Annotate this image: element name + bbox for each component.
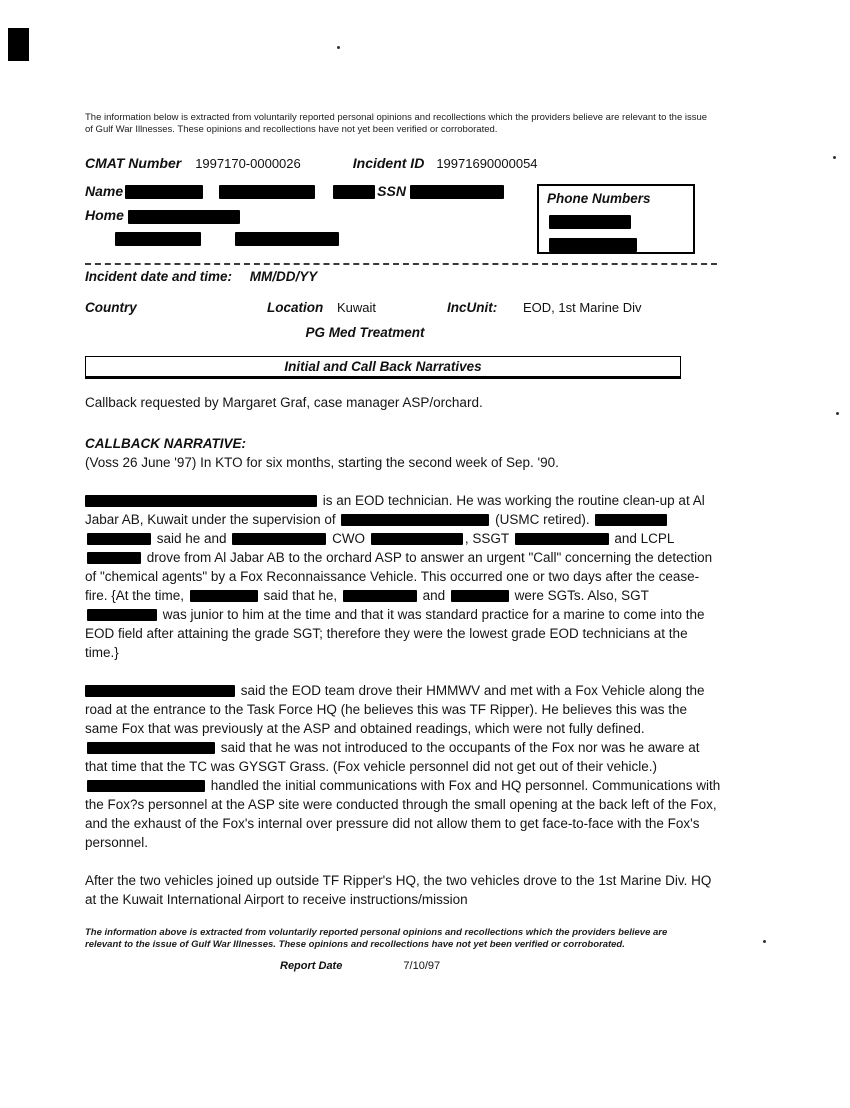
redaction-bar [190, 590, 258, 602]
narrative-text: (USMC retired). [491, 511, 594, 527]
name-label: Name [85, 183, 124, 199]
redaction-bar [87, 533, 151, 545]
incident-datetime-value: MM/DD/YY [249, 268, 318, 284]
incident-datetime-label: Incident date and time: [85, 268, 233, 284]
document-content [85, 112, 725, 972]
report-date-value: 7/10/97 [403, 959, 441, 972]
narratives-box-title: Initial and Call Back Narratives [85, 356, 681, 379]
narrative-text: said he and [153, 530, 231, 546]
narrative-text: , SSGT [464, 530, 513, 546]
narrative-text: drove from Al Jabar AB to the orchard ASP to answer an urgent "Call" concerning the detection of "chemical agents" by a Fox Reconnaissance Vehicle. This occurred one or two days after the cease-fire. {At the time, [85, 549, 713, 603]
redaction-bar [115, 232, 201, 246]
bottom-disclaimer: The information above is extracted from voluntarily reported personal opinions and recollections which the providers believe are relevant to the issue of Gulf War Illnesses. These opinions and recollections have not yet been verified or corroborated. [85, 926, 668, 950]
redaction-bar [232, 533, 326, 545]
redaction-bar [128, 210, 240, 224]
report-date-label: Report Date [280, 959, 343, 972]
dashed-divider [85, 263, 717, 265]
narrative-text: was junior to him at the time and that it was standard practice for a marine to come into the EOD field after attaining the grade SGT; therefore they were the lowest grade EOD technicians at the time.} [85, 606, 705, 660]
phone-numbers-label: Phone Numbers [547, 191, 651, 206]
redaction-bar [87, 609, 157, 621]
redaction-bar [87, 780, 205, 792]
redaction-bar [235, 232, 339, 246]
redaction-bar [219, 185, 315, 199]
redaction-bar [85, 495, 317, 507]
report-date-row [85, 960, 725, 972]
home-label: Home [85, 207, 124, 224]
scan-speck [836, 412, 839, 415]
scan-speck [763, 940, 766, 943]
narrative-text: is an EOD technician. He was working the routine clean-up at Al Jabar AB, Kuwait under the supervision of [85, 492, 705, 527]
narrative-text: and LCPL [610, 530, 674, 546]
incident-datetime-row [85, 269, 725, 284]
id-fields-row [85, 155, 725, 171]
phone-numbers-box [537, 184, 695, 254]
narrative-text: and [418, 587, 449, 603]
redaction-bar [371, 533, 463, 545]
location-value: Kuwait [337, 299, 377, 315]
incident-id-label: Incident ID [352, 155, 425, 171]
ssn-label: SSN [377, 183, 406, 199]
narrative-text: handled the initial communications with Fox and HQ personnel. Communications with the Fox?s personnel at the ASP site were conducted through the small opening at the back left of the Fox, and the exhaust of the Fox's internal over pressure did not allow them to get face-to-face with the Fox's personnel. [85, 777, 721, 850]
pg-med-treatment-label: PG Med Treatment [305, 324, 425, 340]
narrative-paragraph-2 [85, 681, 721, 852]
narrative-text: said that he, [259, 587, 341, 603]
narrative-text: CWO [328, 530, 369, 546]
narrative-text: said that he was not introduced to the occupants of the Fox nor was he aware at that time that the TC was GYSGT Grass. (Fox vehicle personnel did not get out of their vehicle.) [85, 739, 700, 774]
redaction-bar [595, 514, 667, 526]
redaction-bar [85, 685, 235, 697]
redaction-bar [87, 742, 215, 754]
country-label: Country [85, 299, 137, 315]
redaction-bar [87, 552, 141, 564]
incunit-label: IncUnit: [447, 299, 498, 315]
incunit-value: EOD, 1st Marine Div [523, 299, 642, 315]
scan-speck [833, 156, 836, 159]
narrative-text: were SGTs. Also, SGT [510, 587, 649, 603]
redaction-bar [451, 590, 509, 602]
cmat-number-value: 1997170-0000026 [195, 156, 301, 171]
location-label: Location [267, 299, 324, 315]
redaction-bar [549, 238, 637, 252]
scan-artifact-block [8, 28, 29, 61]
redaction-bar [343, 590, 417, 602]
callback-narrative-heading: CALLBACK NARRATIVE: [85, 435, 246, 451]
location-fields-row [85, 300, 725, 315]
redaction-bar [333, 185, 375, 199]
incident-id-value: 19971690000054 [436, 156, 538, 171]
narrative-paragraph-3: After the two vehicles joined up outside TF Ripper's HQ, the two vehicles drove to the 1st Marine Div. HQ at the Kuwait International Airport to receive instructions/mission [85, 872, 712, 907]
top-disclaimer: The information below is extracted from voluntarily reported personal opinions and recollections which the providers believe are relevant to the issue of Gulf War Illnesses. These opinions and recollections have not yet been verified or corroborated. [85, 112, 708, 135]
narrative-paragraph-1 [85, 491, 721, 662]
narrative-text: said the EOD team drove their HMMWV and met with a Fox Vehicle along the road at the entrance to the Task Force HQ (he believes this was TF Ripper). He believes this was the same Fox that was previously at the ASP and obtained readings, which were not fully defined. [85, 682, 705, 736]
redaction-bar [341, 514, 489, 526]
voss-date-line: (Voss 26 June '97) In KTO for six months, starting the second week of Sep. '90. [85, 454, 559, 470]
callback-requested-line: Callback requested by Margaret Graf, case manager ASP/orchard. [85, 394, 483, 410]
cmat-number-label: CMAT Number [85, 155, 182, 171]
redaction-bar [125, 185, 203, 199]
redaction-bar [410, 185, 504, 199]
scan-speck [337, 46, 340, 49]
redaction-bar [549, 215, 631, 229]
redaction-bar [515, 533, 609, 545]
